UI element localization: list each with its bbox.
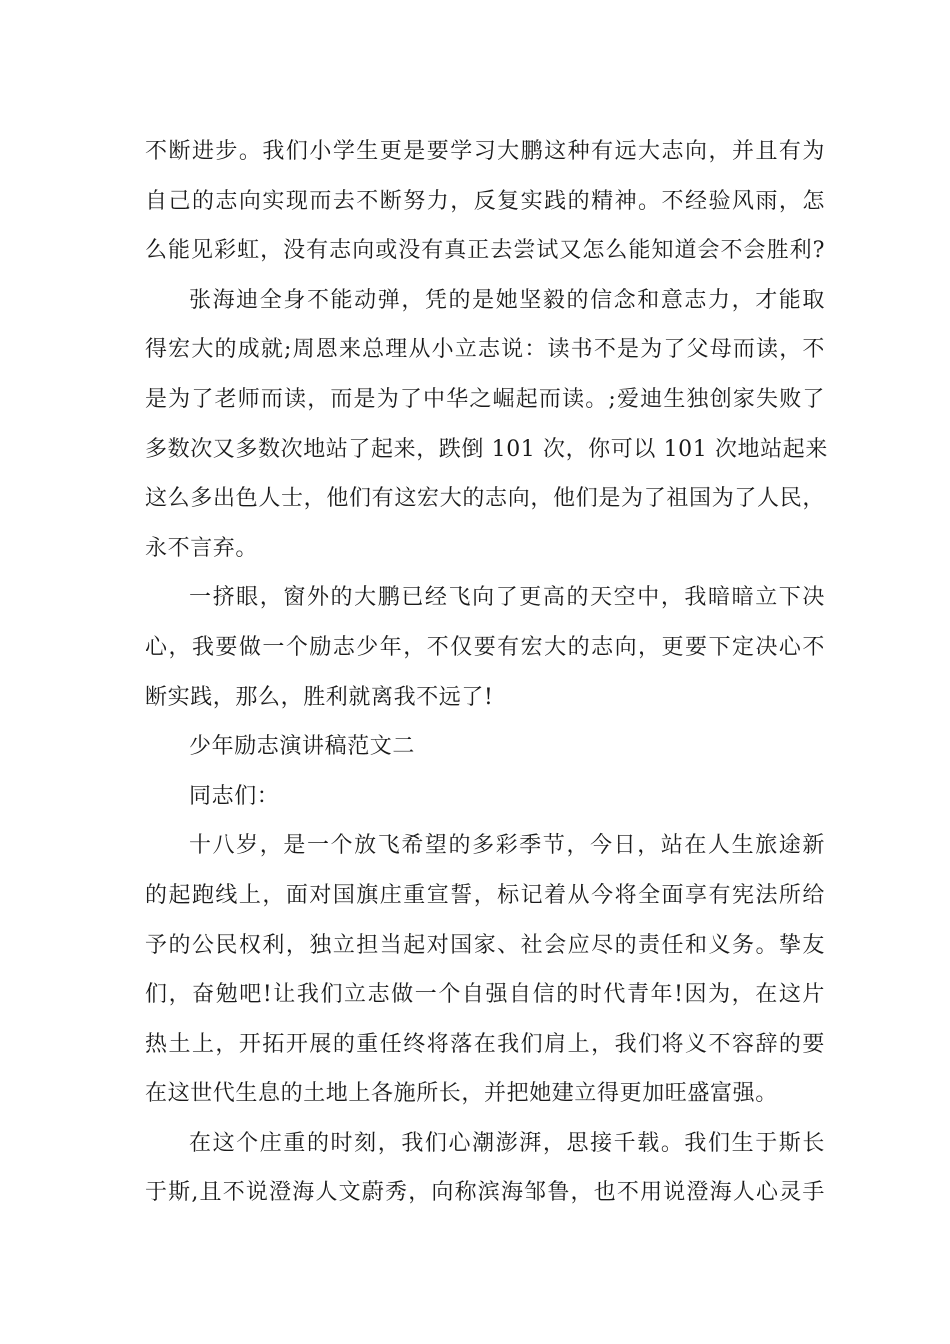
- text-line: 是为了老师而读，而是为了中华之崛起而读。;爱迪生独创家失败了: [145, 386, 825, 412]
- text-line: 张海迪全身不能动弹，凭的是她坚毅的信念和意志力，才能取: [189, 287, 825, 313]
- salutation: [145, 772, 825, 822]
- paragraph: [145, 821, 825, 1119]
- text-line: 一挤眼，窗外的大鹏已经飞向了更高的天空中，我暗暗立下决: [189, 585, 825, 611]
- text-line: 在这个庄重的时刻，我们心潮澎湃，思接千载。我们生于斯长: [189, 1130, 825, 1156]
- text-line: 永不言弃。: [145, 535, 259, 561]
- text-line: 于斯,且不说澄海人文蔚秀，向称滨海邹鲁，也不用说澄海人心灵手: [145, 1180, 825, 1206]
- text-line: 这么多出色人士，他们有这宏大的志向，他们是为了祖国为了人民，: [145, 486, 825, 512]
- document-body: [145, 127, 828, 1218]
- paragraph: [145, 1119, 825, 1218]
- text-line: 同志们：: [189, 783, 280, 809]
- text-line: 自己的志向实现而去不断努力，反复实践的精神。不经验风雨，怎: [145, 188, 825, 214]
- text-line: 不断进步。我们小学生更是要学习大鹏这种有远大志向，并且有为: [145, 139, 825, 164]
- text-line: 多数次又多数次地站了起来，跌倒 101 次，你可以 101 次地站起来: [145, 436, 828, 462]
- text-line: 心，我要做一个励志少年，不仅要有宏大的志向，更要下定决心不: [145, 634, 825, 660]
- text-line: 们，奋勉吧!让我们立志做一个自强自信的时代青年!因为，在这片: [145, 982, 825, 1008]
- text-line: 断实践，那么，胜利就离我不远了!: [145, 684, 494, 710]
- text-line: 少年励志演讲稿范文二: [189, 734, 416, 760]
- text-line: 予的公民权利，独立担当起对国家、社会应尽的责任和义务。挚友: [145, 932, 825, 958]
- text-line: 在这世代生息的土地上各施所长，并把她建立得更加旺盛富强。: [145, 1081, 778, 1107]
- paragraph: [145, 276, 828, 574]
- text-line: 的起跑线上，面对国旗庄重宣誓，标记着从今将全面享有宪法所给: [145, 882, 825, 908]
- text-line: 十八岁，是一个放飞希望的多彩季节，今日，站在人生旅途新: [189, 833, 825, 859]
- text-line: 么能见彩虹，没有志向或没有真正去尝试又怎么能知道会不会胜利?: [145, 238, 825, 264]
- section-title: [145, 722, 825, 772]
- paragraph: [145, 127, 825, 276]
- text-line: 热土上，开拓开展的重任终将落在我们肩上，我们将义不容辞的要: [145, 1031, 825, 1057]
- text-line: 得宏大的成就;周恩来总理从小立志说：读书不是为了父母而读，不: [145, 337, 825, 363]
- paragraph: [145, 573, 825, 722]
